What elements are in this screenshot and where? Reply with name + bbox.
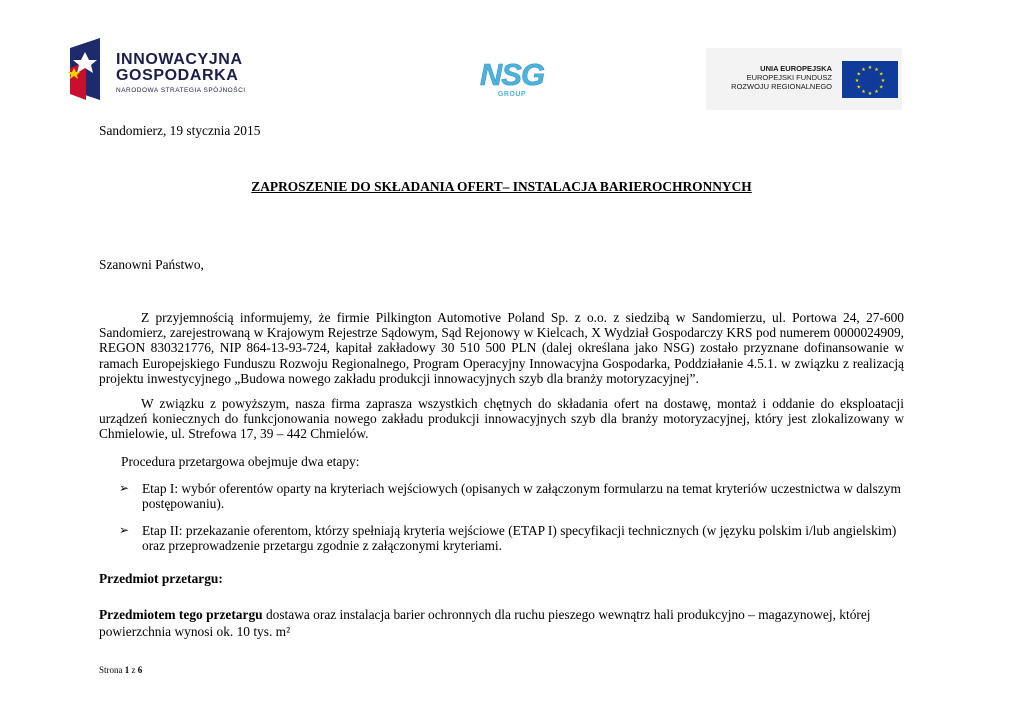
arrow-bullet-icon: ➢: [119, 481, 130, 495]
nsg-logo-sub: GROUP: [497, 91, 527, 98]
paragraph-intro: Z przyjemnością informujemy, że firmie Pilkington Automotive Poland Sp. z o.o. z siedzibą w Sandomierzu, ul. Portowa 24, 27-600 Sandomierz, zarejestrowaną w Krajowym Rejestrze Sądowym, Sąd Rejonowy w Kielcach, X Wydział Gospodarczy KRS pod numerem 0000024909, REGON 830321776, NIP 864-13-93-724, kapitał zakładowy 30 510 500 PLN (dalej określana jako NSG) zostało przyznane dofinansowanie w ramach Europejskiego Funduszu Rozwoju Regionalnego, Program Operacyjny Innowacyjna Gospodarka, Poddziałanie 4.5.1. w związku z realizacją projektu inwestycyjnego „Budowa nowego zakładu produkcji innowacyjnych szyb dla branży motoryzacyjnej”.: [99, 310, 904, 386]
svg-text:★: ★: [856, 71, 862, 78]
eu-fund-logo: [706, 48, 902, 110]
svg-text:★: ★: [867, 65, 873, 71]
svg-text:★: ★: [861, 66, 866, 73]
arrow-bullet-icon: ➢: [119, 523, 130, 537]
eu-flag-icon: [842, 61, 898, 98]
svg-text:★: ★: [878, 71, 884, 78]
svg-text:★: ★: [856, 84, 862, 91]
logo-text-line: INNOWACYJNA: [116, 51, 243, 68]
page-number: [99, 665, 142, 675]
innowacyjna-gospodarka-logo: [66, 38, 266, 102]
svg-text:★: ★: [854, 78, 860, 84]
svg-text:★: ★: [874, 89, 879, 96]
svg-text:★: ★: [867, 91, 873, 97]
subject-lead: Przedmiotem tego przetargu: [99, 607, 263, 622]
innowacyjna-gospodarka-flag-icon: [66, 38, 104, 100]
subject-heading: Przedmiot przetargu:: [99, 571, 223, 586]
salutation: Szanowni Państwo,: [99, 257, 204, 272]
page-of: z: [131, 665, 136, 675]
svg-text:★: ★: [878, 84, 884, 91]
subject-text: dostawa oraz instalacja barier ochronnych dla ruchu pieszego wewnątrz hali produkcyjno – magazynowej, której powierzchnia wynosi ok. 10 tys. m²: [99, 607, 871, 639]
nsg-group-logo: [470, 57, 554, 106]
eu-logo-text: ROZWOJU REGIONALNEGO: [731, 82, 832, 91]
document-date: Sandomierz, 19 stycznia 2015: [99, 123, 261, 138]
procedure-intro: Procedura przetargowa obejmuje dwa etapy:: [121, 454, 360, 469]
svg-text:★: ★: [861, 89, 866, 96]
document-title: ZAPROSZENIE DO SKŁADANIA OFERT– INSTALACJA BARIEROCHRONNYCH: [251, 179, 752, 194]
paragraph-invitation: W związku z powyższym, nasza firma zaprasza wszystkich chętnych do składania ofert na dostawę, montaż i oddanie do eksploatacji urządzeń koniecznych do funkcjonowania nowego zakładu produkcji innowacyjnych szyb dla branży motoryzacyjnej, który jest zlokalizowany w Chmielowie, ul. Strefowa 17, 39 – 442 Chmielów.: [99, 396, 904, 442]
nsg-logo-mark: NSG: [479, 57, 545, 92]
page-label: Strona: [99, 665, 123, 675]
eu-logo-text: EUROPEJSKI FUNDUSZ: [746, 73, 832, 82]
logo-text-line: NARODOWA STRATEGIA SPÓJNOŚCI: [116, 87, 246, 94]
svg-text:★: ★: [880, 78, 886, 84]
logo-text-line: GOSPODARKA: [116, 67, 239, 84]
eu-logo-text: UNIA EUROPEJSKA: [760, 64, 832, 73]
list-item-text: Etap II: przekazanie oferentom, którzy spełniają kryteria wejściowe (ETAP I) specyfikacji technicznych (w języku polskim i/lub angielskim) oraz przeprowadzenie przetargu zgodnie z załączonymi kryteriami.: [142, 523, 897, 554]
subject-paragraph: [99, 606, 904, 640]
list-item-text: Etap I: wybór oferentów oparty na kryteriach wejściowych (opisanych w załączonym formularzu na temat kryteriów uczestnictwa w dalszym postępowaniu).: [142, 481, 901, 512]
page-total: 6: [137, 665, 143, 675]
svg-text:★: ★: [874, 66, 879, 73]
page-current: 1: [124, 665, 130, 675]
